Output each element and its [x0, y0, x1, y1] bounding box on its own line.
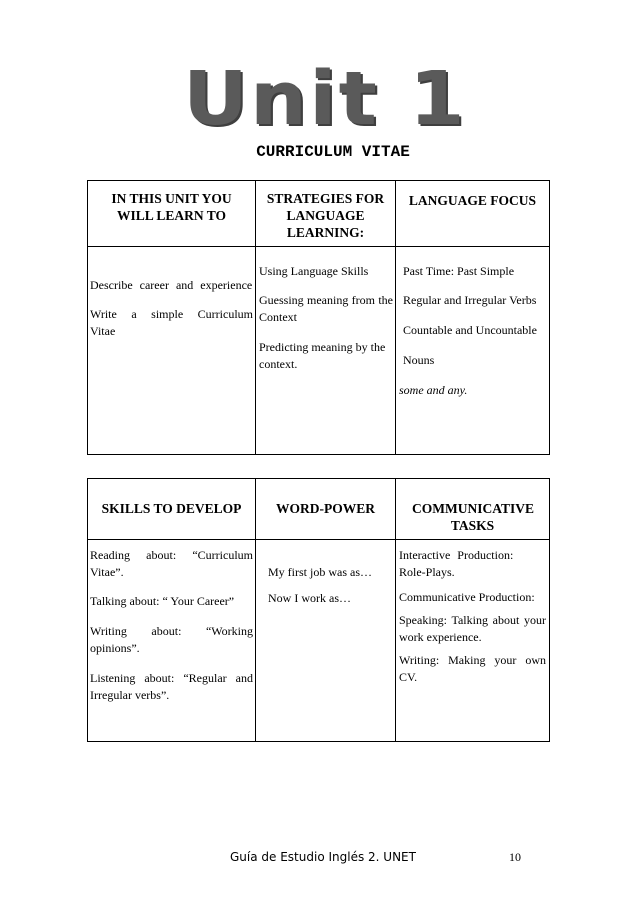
skill-item: Writing about: “Working opinions”. [90, 624, 253, 655]
header-language-focus: LANGUAGE FOCUS [396, 181, 550, 247]
learn-cell [88, 246, 256, 454]
word-power-item: My first job was as… [268, 564, 372, 579]
skills-cell [88, 539, 256, 741]
task-item: Communicative Production: [399, 590, 535, 605]
table-row [88, 539, 550, 741]
word-power-item: Now I work as… [268, 590, 351, 605]
learn-item: Describe career and experience [90, 277, 253, 292]
table-header-row [88, 479, 550, 540]
focus-item: some and any. [399, 382, 468, 397]
skill-item: Listening about: “Regular and Irregular verbs”. [90, 670, 253, 702]
strategy-item: Using Language Skills [259, 263, 369, 278]
table-row [88, 246, 550, 454]
header-strategies: STRATEGIES FOR LANGUAGE LEARNING: [256, 181, 396, 247]
skill-item: Reading about: “Curriculum Vitae”. [90, 547, 253, 579]
page-number: 10 [509, 850, 521, 864]
focus-item: Countable and Uncountable [403, 323, 537, 338]
header-communicative-tasks: COMMUNICATIVE TASKS [396, 479, 550, 540]
strategies-cell [256, 246, 396, 454]
unit-objectives-table [87, 180, 550, 455]
strategy-item: Predicting meaning by the context. [259, 340, 386, 371]
tasks-cell [396, 539, 550, 741]
learn-item: Write a simple Curriculum Vitae [90, 307, 253, 339]
task-item: Writing: Making your own CV. [399, 652, 546, 684]
page-subtitle: CURRICULUM VITAE [256, 143, 410, 161]
header-word-power: WORD-POWER [256, 479, 396, 540]
language-focus-cell [396, 246, 550, 454]
skill-item: Talking about: “ Your Career” [90, 594, 235, 609]
header-learn: IN THIS UNIT YOU WILL LEARN TO [88, 181, 256, 247]
unit-skills-table [87, 478, 550, 742]
focus-item: Nouns [403, 353, 435, 368]
header-skills: SKILLS TO DEVELOP [88, 479, 256, 540]
footer-text: Guía de Estudio Inglés 2. UNET [230, 850, 416, 864]
strategy-item: Guessing meaning from the Context [259, 293, 393, 325]
focus-item: Past Time: Past Simple [403, 263, 515, 278]
task-item: Speaking: Talking about your work experience. [399, 613, 546, 644]
word-power-cell [256, 539, 396, 741]
unit-title-logo: Unit 1 [183, 56, 467, 142]
task-item: Interactive Production: Role-Plays. [399, 547, 514, 579]
focus-item: Regular and Irregular Verbs [403, 293, 537, 308]
table-header-row [88, 181, 550, 247]
